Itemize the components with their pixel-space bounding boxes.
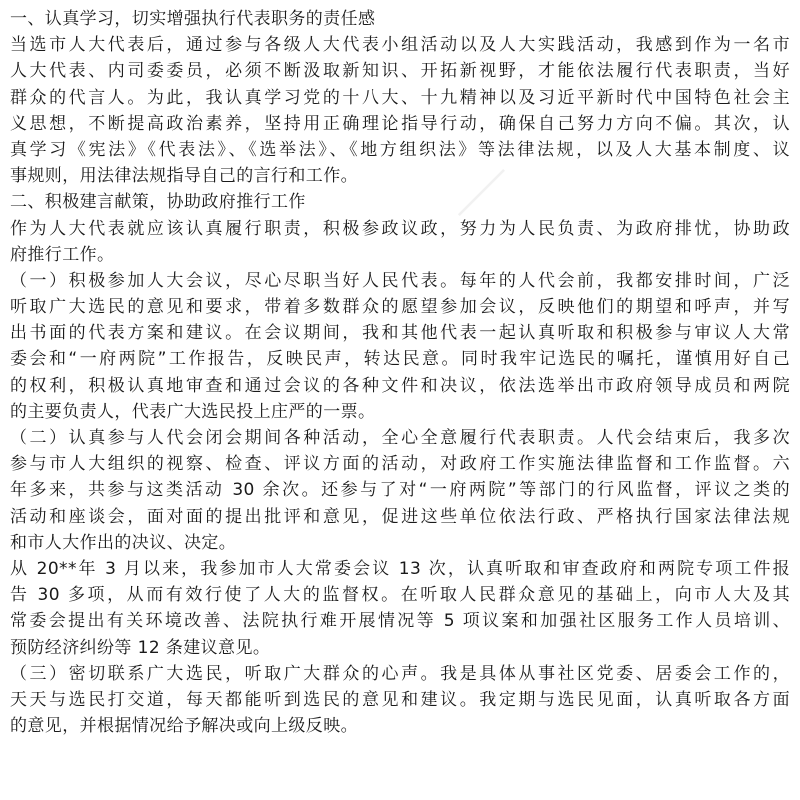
text-line: 常委会提出有关环境改善、法院执行难开展情况等 5 项议案和加强社区服务工作人员培训、 bbox=[10, 611, 790, 632]
text-line: 人大代表、内司委委员，必须不断汲取新知识、开拓新视野，才能依法履行代表职责，当好 bbox=[10, 61, 790, 82]
text-line: 的意见，并根据情况给予解决或向上级反映。 bbox=[10, 716, 358, 737]
text-line: 的权利，积极认真地审查和通过会议的各种文件和决议，依法选举出市政府领导成员和两院 bbox=[10, 375, 790, 396]
watermark: ＿ bbox=[413, 124, 512, 222]
text-line: 府推行工作。 bbox=[10, 244, 115, 265]
text-line: 的主要负责人，代表广大选民投上庄严的一票。 bbox=[10, 401, 376, 422]
text-line: 天天与选民打交道，每天都能听到选民的意见和建议。我定期与选民见面，认真听取各方面 bbox=[10, 689, 790, 710]
text-line: 事规则，用法律法规指导自己的言行和工作。 bbox=[10, 166, 358, 187]
text-line: 二、积极建言献策，协助政府推行工作 bbox=[10, 192, 306, 213]
text-line: 真学习《宪法》《代表法》、《选举法》、《地方组织法》等法律法规，以及人大基本制度、议 bbox=[10, 139, 790, 160]
text-line: （一）积极参加人大会议，尽心尽职当好人民代表。每年的人代会前，我都安排时间，广泛 bbox=[10, 270, 790, 291]
text-line: 一、认真学习，切实增强执行代表职务的责任感 bbox=[10, 9, 376, 29]
text-line: （三）密切联系广大选民，听取广大群众的心声。我是具体从事社区党委、居委会工作的， bbox=[10, 663, 790, 684]
text-line: 年多来，共参与这类活动 30 余次。还参与了对“一府两院”等部门的行风监督，评议之类的 bbox=[10, 480, 790, 501]
text-line: 参与市人大组织的视察、检查、评议方面的活动，对政府工作实施法律监督和工作监督。六 bbox=[10, 454, 790, 475]
text-line: 出书面的代表方案和建议。在会议期间，我和其他代表一起认真听取和积极参与审议人大常 bbox=[10, 323, 790, 344]
text-line: 告 30 多项，从而有效行使了人大的监督权。在听取人民群众意见的基础上，向市人大及其 bbox=[10, 585, 790, 606]
text-line: 义思想，不断提高政治素养，坚持用正确理论指导行动，确保自己努力方向不偏。其次，认 bbox=[10, 113, 790, 134]
document-body bbox=[10, 6, 790, 739]
text-line: 预防经济纠纷等 12 条建议意见。 bbox=[10, 637, 271, 658]
text-line: 听取广大选民的意见和要求，带着多数群众的愿望参加会议，反映他们的期望和呼声，并写 bbox=[10, 297, 790, 318]
text-line: 委会和“一府两院”工作报告，反映民声，转达民意。同时我牢记选民的嘱托，谨慎用好自己 bbox=[10, 349, 790, 370]
text-line: 从 20**年 3 月以来，我参加市人大常委会议 13 次，认真听取和审查政府和两院专项工件报 bbox=[10, 558, 790, 579]
text-line: 作为人大代表就应该认真履行职责，积极参政议政，努力为人民负责、为政府排忧，协助政 bbox=[10, 218, 790, 239]
text-line: 和市人大作出的决议、决定。 bbox=[10, 532, 237, 553]
text-line: 群众的代言人。为此，我认真学习党的十八大、十九精神以及习近平新时代中国特色社会主 bbox=[10, 87, 790, 108]
text-line: 当选市人大代表后，通过参与各级人大代表小组活动以及人大实践活动，我感到作为一名市 bbox=[10, 35, 790, 56]
text-line: （二）认真参与人代会闭会期间各种活动，全心全意履行代表职责。人代会结束后，我多次 bbox=[10, 428, 790, 448]
text-line: 活动和座谈会，面对面的提出批评和意见，促进这些单位依法行政、严格执行国家法律法规 bbox=[10, 506, 790, 527]
